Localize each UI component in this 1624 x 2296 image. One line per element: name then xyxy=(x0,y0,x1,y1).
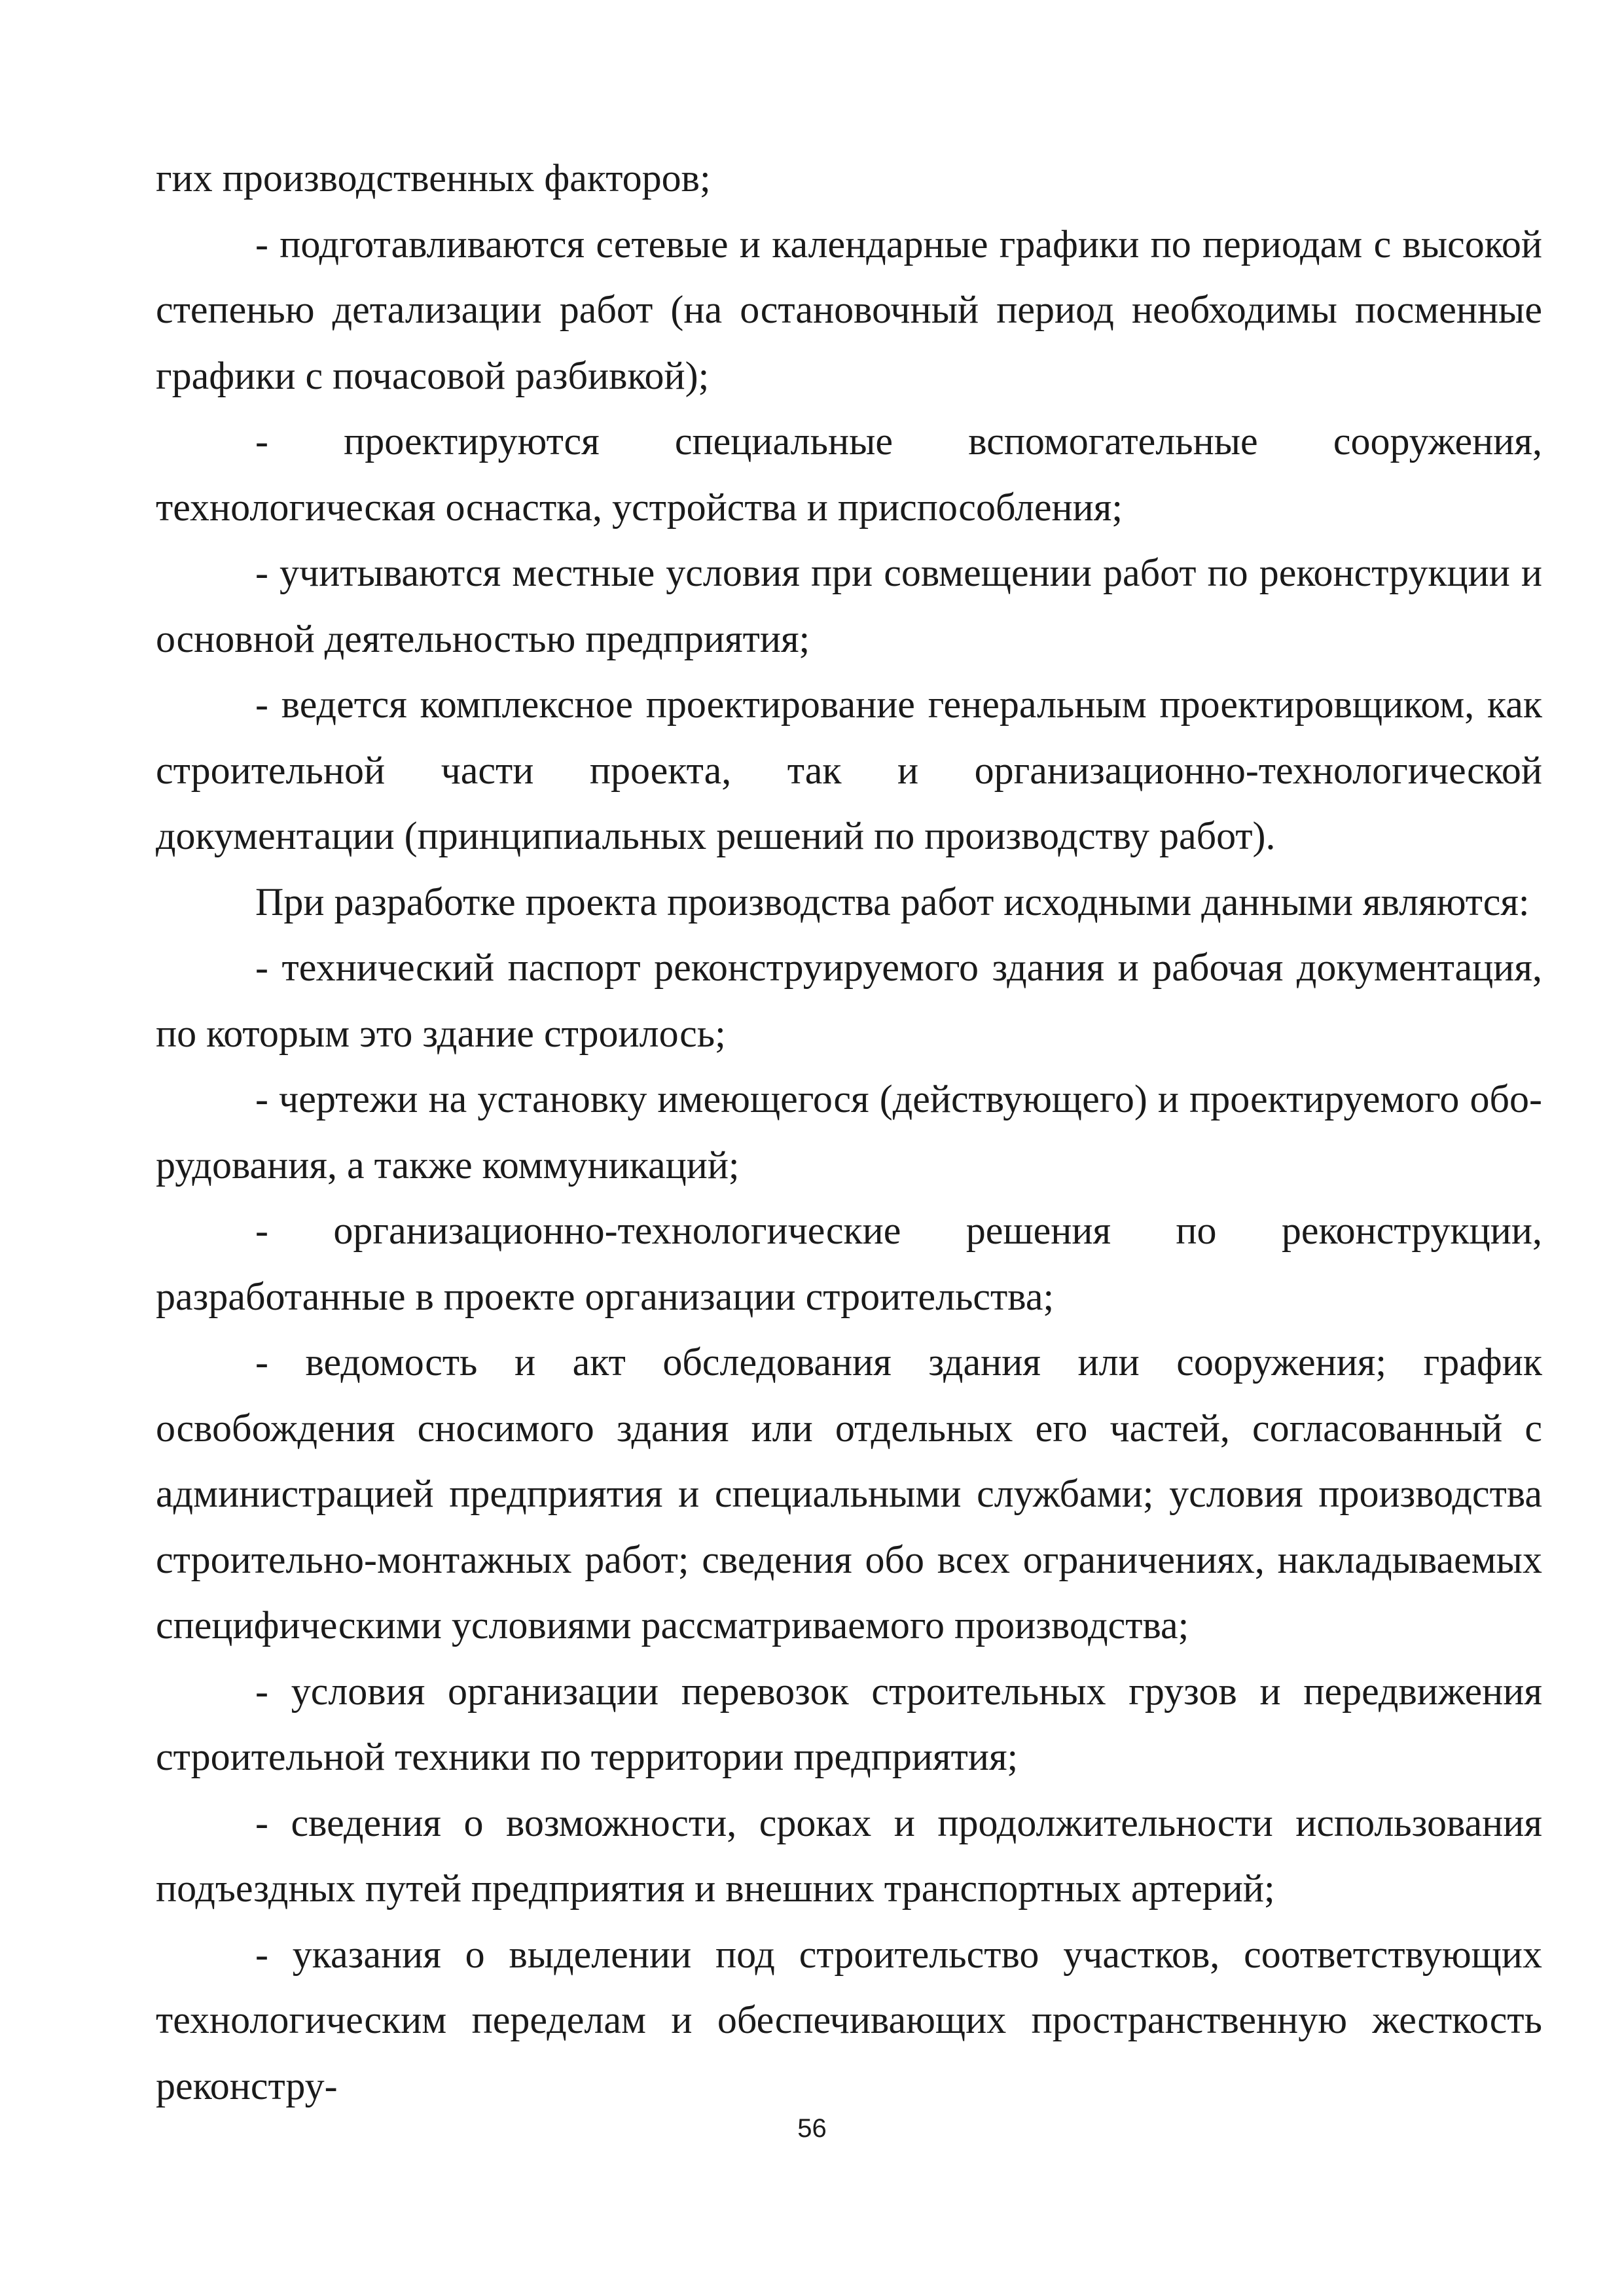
paragraph: - ведомость и акт обследования здания или сооружения; график освобождения сносимого здания или отдельных его частей, согласованный с администрацией предприятия и специальными службами; условия производства строительно-монтажных работ; сведения обо всех ограничениях, накладываемых специфическими условиями рассматриваемого производства; xyxy=(156,1340,1542,1647)
paragraph: - подготавливаются сетевые и календарные графики по периодам с высокой степенью детализации работ (на остановочный период необходимы посменные графики с почасовой разбивкой); xyxy=(156,222,1542,397)
page-body xyxy=(156,145,1542,2119)
paragraph: - ведется комплексное проектирование генеральным проектировщиком, как строительной части проекта, так и организационно-технологической документации (принципиальных решений по производству работ). xyxy=(156,683,1542,857)
paragraph: - указания о выделении под строительство участков, соответствующих технологическим переделам и обеспечивающих пространственную жесткость реконстру- xyxy=(156,1932,1542,2108)
page-number: 56 xyxy=(797,2114,827,2143)
paragraph: - проектируются специальные вспомогательные сооружения, технологическая оснастка, устройства и приспособления; xyxy=(156,420,1542,529)
paragraph: - учитываются местные условия при совмещении работ по реконструкции и основной деятельностью предприятия; xyxy=(156,551,1542,660)
paragraph: - условия организации перевозок строительных грузов и передвижения строительной техники по территории предприятия; xyxy=(156,1669,1542,1778)
paragraph-continuation: гих производственных факторов; xyxy=(156,156,711,200)
paragraph: - чертежи на установку имеющегося (действующего) и проектируемого оборудования, а также коммуникаций; xyxy=(156,1077,1542,1187)
paragraph: - технический паспорт реконструируемого здания и рабочая документация, по которым это здание строилось; xyxy=(156,946,1542,1055)
paragraph: При разработке проекта производства работ исходными данными являются: xyxy=(255,880,1530,924)
paragraph: - сведения о возможности, сроках и продолжительности использования подъездных путей предприятия и внешних транспортных артерий; xyxy=(156,1801,1542,1910)
paragraph: - организационно-технологические решения по реконструкции, разработанные в проекте организации строительства; xyxy=(156,1209,1542,1318)
